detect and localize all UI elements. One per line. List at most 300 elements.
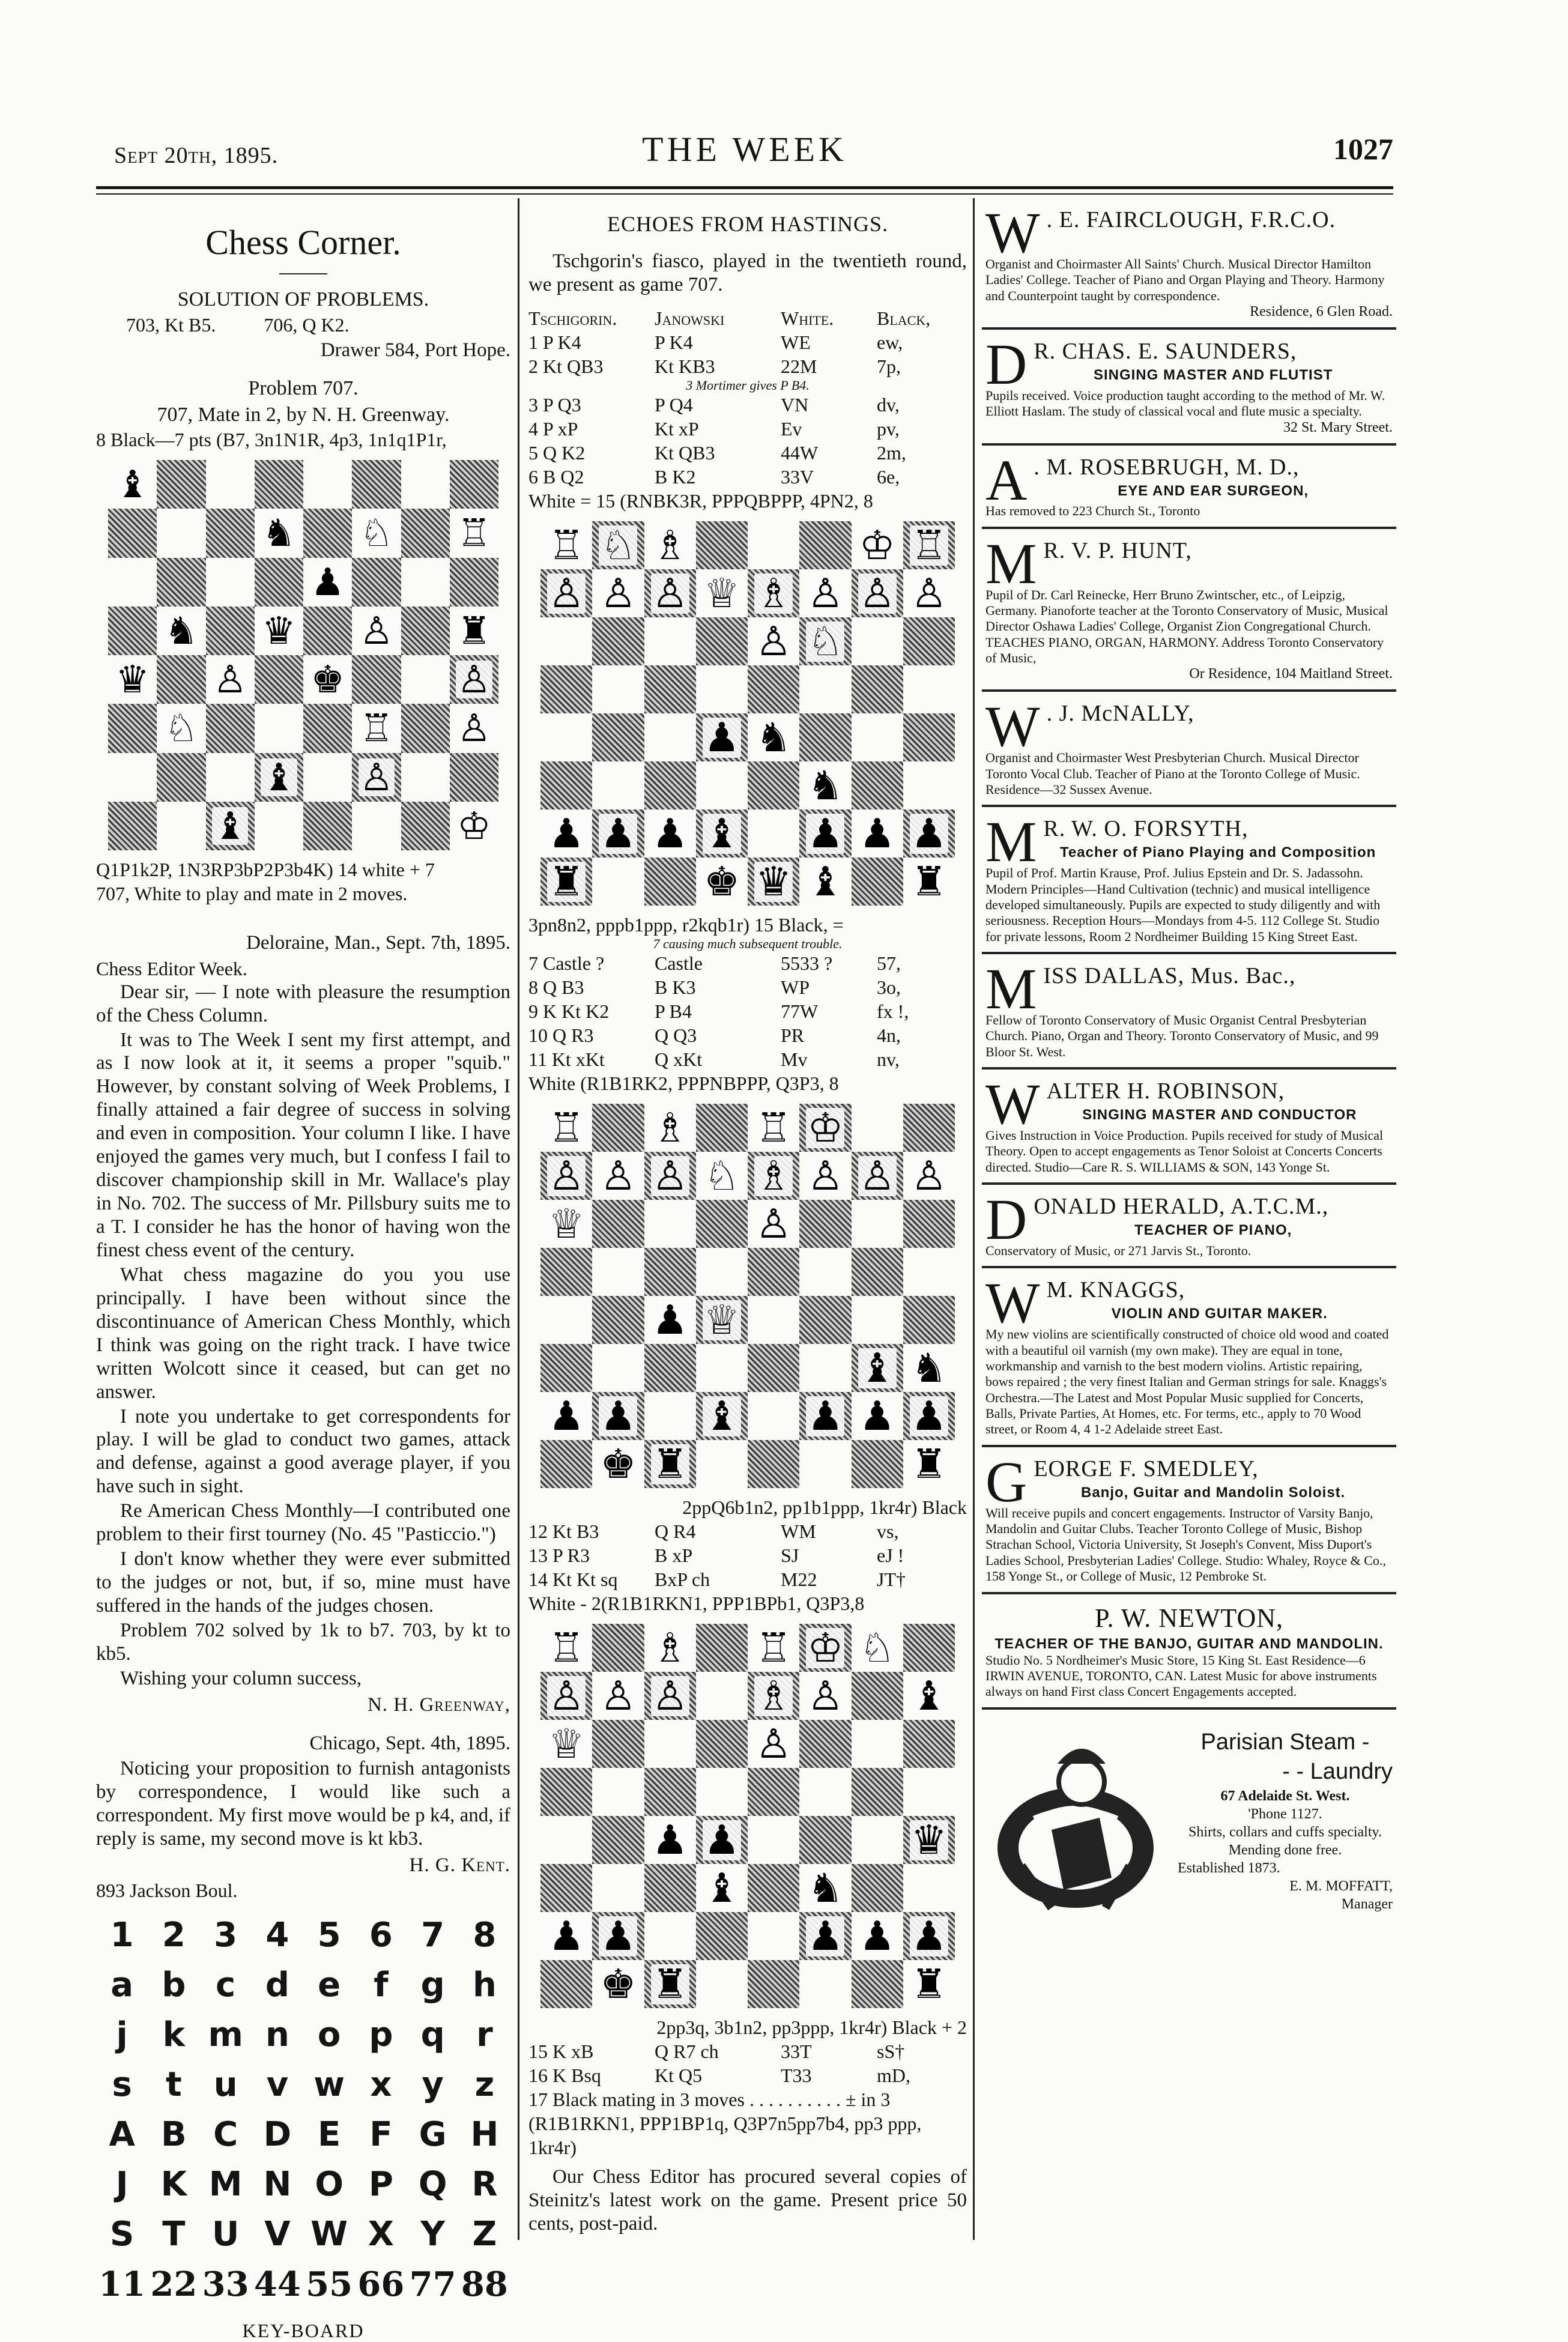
board-square: [852, 1720, 903, 1768]
laundry-role: Manager: [1341, 1896, 1393, 1912]
board-square: [644, 569, 696, 617]
card-name-text: . J. McNALLY,: [1046, 701, 1194, 727]
black-knight-icon: ♞: [807, 761, 844, 809]
keyboard-cell: G: [419, 2115, 447, 2155]
black-bishop-icon: ♝: [213, 803, 247, 848]
black-code: 3o,: [877, 976, 901, 999]
black-move: Q Q3: [655, 1024, 697, 1047]
black-rook-icon: ♜: [652, 1960, 688, 2008]
board-square: [450, 607, 498, 655]
white-move: 4 P xP: [528, 418, 578, 440]
keyboard-cell: p: [369, 2015, 393, 2055]
keyboard-cell: 4: [265, 1916, 289, 1955]
letter2-signature: H. G. Kent.: [409, 1854, 510, 1876]
hastings-column: [528, 198, 967, 2240]
move-row: [528, 975, 967, 999]
board-square: [108, 704, 157, 752]
board-square: [540, 665, 592, 713]
card-text: My new violins are scientifically constructed of choice old wood and coated with a beautiful oil varnish (my own make). They are equal in tone, workmanship and varnish to the best modern violins. Artistic repairing, bows repaired ; the very finest Italian and German strings for sale. Knaggs's Orchestra.—The Latest and Most Popular Music supplied for Concerts, Balls, Private Parties, At Homes, etc. For terms, etc., apply to 70 Wood street, or Room 4, 4 1-2 Adelaide street East.: [985, 1327, 1389, 1437]
board-square: [799, 1296, 851, 1344]
white-queen-icon: ♕: [703, 569, 740, 617]
board-square: [696, 1104, 748, 1152]
board-square: [644, 1392, 696, 1440]
board-square: [206, 704, 255, 752]
black-pawn-icon: ♟: [910, 809, 947, 857]
board-square: [450, 509, 498, 557]
keyboard-cell: x: [370, 2065, 392, 2105]
board-square: [303, 802, 352, 850]
card-text: Fellow of Toronto Conservatory of Music Organist Central Presbyterian Church. Piano, Organ and Theory. Toronto Conservatory of Music, and 99 Bloor St. West.: [985, 1012, 1379, 1059]
keyboard-cell: 3: [214, 1916, 238, 1955]
white-pawn-icon: ♙: [755, 617, 792, 665]
laundry-advertisement: [982, 1707, 1396, 1933]
board-square: [903, 617, 955, 665]
board-square: [903, 858, 955, 906]
problem-instructions: 707, White to play and mate in 2 moves.: [96, 883, 408, 905]
board-square: [540, 1816, 592, 1864]
white-rook-icon: ♖: [755, 1624, 792, 1671]
board-square: [748, 521, 799, 569]
board-square: [540, 617, 592, 665]
board-square: [401, 558, 450, 607]
keyboard-cell: s: [112, 2065, 132, 2105]
black-king-icon: ♚: [600, 1440, 637, 1487]
board-square: [644, 617, 696, 665]
board-square: [303, 509, 352, 557]
position-3-black: 2pp3q, 3b1n2, pp3ppp, 1kr4r) Black + 2: [656, 2017, 967, 2039]
board-square: [352, 802, 401, 850]
drop-initial: G: [985, 1449, 1028, 1514]
black-knight-icon: ♞: [262, 511, 296, 555]
move-row: [528, 2063, 967, 2087]
board-square: [748, 713, 799, 761]
board-square: [852, 521, 903, 569]
white-pawn-icon: ♙: [859, 1152, 895, 1199]
move-row: [528, 1567, 967, 1591]
board-square: [799, 569, 851, 617]
white-bishop-icon: ♗: [652, 521, 688, 569]
page-header: [96, 129, 1393, 177]
white-rook-icon: ♖: [755, 1104, 792, 1151]
board-square: [852, 569, 903, 617]
white-code: 33T: [781, 2041, 812, 2063]
board-square: [696, 1344, 748, 1392]
drop-initial: M: [985, 957, 1038, 1021]
white-rook-icon: ♖: [359, 706, 394, 751]
board-square: [540, 1672, 592, 1720]
board-square: [852, 809, 903, 858]
final-position: (R1B1RKN1, PPP1BP1q, Q3P7n5pp7b4, pp3 ppp, 1kr4r): [528, 2113, 922, 2159]
drop-initial: D: [985, 1187, 1028, 1252]
laundry-title-1: Parisian Steam -: [1200, 1729, 1370, 1755]
board-square: [903, 1152, 955, 1200]
white-move: 6 B Q2: [528, 466, 584, 488]
keyboard-cell: 2: [162, 1916, 186, 1955]
board-square: [401, 460, 450, 509]
board-square: [852, 665, 903, 713]
board-square: [540, 569, 592, 617]
board-square: [644, 1296, 696, 1344]
drop-initial: D: [985, 331, 1028, 396]
board-square: [255, 460, 303, 509]
card-address: 32 St. Mary Street.: [1283, 419, 1393, 435]
position-1-black: 3pn8n2, pppb1ppp, r2kqb1r) 15 Black, =: [528, 914, 844, 936]
board-square: [644, 1960, 696, 2008]
letter1-paragraph: I don't know whether they were ever submitted to the judges or not, but, if so, mine must have suffered in the hands of the judges chosen.: [96, 1548, 510, 1617]
board-square: [540, 1960, 592, 2008]
board-square: [644, 1672, 696, 1720]
chess-corner-column: [96, 198, 510, 2342]
board-square: [903, 1344, 955, 1392]
white-pawn-icon: ♙: [548, 1152, 585, 1199]
header-black-code: Black,: [877, 307, 931, 329]
board-square: [303, 558, 352, 607]
board-square: [352, 509, 401, 557]
position-3-white: White - 2(R1B1RKN1, PPP1BPb1, Q3P3,8: [528, 1593, 865, 1615]
white-pawn-icon: ♙: [807, 569, 844, 617]
board-square: [592, 1816, 644, 1864]
board-square: [592, 761, 644, 809]
black-move: Kt xP: [655, 418, 699, 440]
white-pawn-icon: ♙: [600, 1672, 637, 1719]
black-bishop-icon: ♝: [703, 809, 740, 857]
board-square: [157, 460, 205, 509]
board-square: [540, 1392, 592, 1440]
board-square: [903, 1104, 955, 1152]
board-square: [108, 460, 157, 509]
board-square: [540, 1344, 592, 1392]
board-square: [852, 617, 903, 665]
board-square: [799, 1152, 851, 1200]
keyboard-cell: u: [213, 2065, 238, 2105]
black-rook-icon: ♜: [548, 858, 585, 905]
keyboard-cell: V: [264, 2215, 291, 2254]
board-square: [352, 655, 401, 704]
board-square: [540, 809, 592, 858]
white-move: 12 Kt B3: [528, 1520, 599, 1543]
keyboard-cell: t: [165, 2065, 182, 2105]
final-move: 17 Black mating in 3 moves . . . . . . . . . . ± in 3: [528, 2089, 891, 2111]
move-row: [528, 354, 967, 378]
board-square: [852, 1912, 903, 1960]
chess-keyboard-grid: [96, 1916, 510, 2304]
board-square: [799, 809, 851, 858]
board-square: [696, 1864, 748, 1912]
header-white-player: Tschigorin.: [528, 307, 617, 329]
board-square: [903, 1720, 955, 1768]
board-square: [696, 1440, 748, 1488]
board-square: [303, 607, 352, 655]
black-knight-icon: ♞: [755, 713, 792, 761]
white-knight-icon: ♘: [359, 511, 394, 555]
move-row: [528, 2039, 967, 2063]
board-square: [401, 753, 450, 802]
white-king-icon: ♔: [457, 803, 491, 848]
board-square: [748, 1104, 799, 1152]
keyboard-cell: W: [310, 2215, 348, 2254]
drop-initial: W: [985, 694, 1041, 759]
board-square: [352, 607, 401, 655]
board-square: [352, 753, 401, 802]
move-note-7: 7 causing much subsequent trouble.: [653, 936, 843, 952]
professional-card: [982, 805, 1396, 952]
keyboard-cell: c: [216, 1965, 236, 2005]
board-square: [799, 665, 851, 713]
black-pawn-icon: ♟: [910, 1392, 947, 1439]
black-code: JT†: [877, 1569, 906, 1591]
board-square: [303, 655, 352, 704]
steinitz-notice: [528, 2165, 967, 2236]
board-square: [903, 1960, 955, 2008]
drop-initial: A: [985, 447, 1028, 512]
letter2-paragraph: Noticing your proposition to furnish antagonists by correspondence, I would like such a correspondent. My first move would be p k4, and, if reply is same, my second move is kt kb3.: [96, 1757, 510, 1850]
black-move: B xP: [655, 1545, 693, 1567]
professional-card: [982, 327, 1396, 443]
board-square: [592, 1104, 644, 1152]
card-text: Gives Instruction in Voice Production. Pupils received for study of Musical Theory. Open to accept engagements as Tenor Soloist at Concerts Concerts directed. Studio—Care R. S. WILLIAMS & SON, 143 Yonge St.: [985, 1127, 1384, 1175]
board-square: [748, 1200, 799, 1248]
keyboard-cell: d: [265, 1965, 289, 2005]
move-row: [528, 999, 967, 1023]
letter1-paragraph: Problem 702 solved by 1k to b7. 703, by kt to kb5.: [96, 1619, 510, 1665]
keyboard-cell: N: [263, 2165, 292, 2204]
board-square: [748, 761, 799, 809]
keyboard-cell: D: [263, 2115, 292, 2155]
white-code: 22M: [781, 355, 817, 377]
black-knight-icon: ♞: [910, 1344, 947, 1391]
board-square: [303, 704, 352, 752]
card-name-text: M. KNAGGS,: [1046, 1277, 1185, 1303]
header-rule-thick: [96, 186, 1393, 189]
header-rule-thin: [96, 193, 1393, 195]
black-code: 6e,: [877, 466, 900, 488]
board-square: [748, 1152, 799, 1200]
black-code: sS†: [877, 2041, 905, 2063]
board-square: [852, 1152, 903, 1200]
black-pawn-icon: ♟: [548, 1392, 585, 1439]
board-square: [903, 1624, 955, 1672]
letter1-salutation: Chess Editor Week.: [96, 957, 247, 979]
black-move: Castle: [655, 952, 703, 975]
keyboard-cell: n: [265, 2015, 289, 2055]
board-square: [450, 655, 498, 704]
board-square: [206, 460, 255, 509]
card-name-text: EORGE F. SMEDLEY,: [1034, 1456, 1259, 1481]
keyboard-cell: q: [420, 2015, 445, 2055]
white-move: 8 Q B3: [528, 976, 584, 999]
board-square: [540, 1768, 592, 1816]
board-square: [696, 1392, 748, 1440]
black-move: B K2: [655, 466, 696, 488]
board-square: [852, 1672, 903, 1720]
black-bishop-icon: ♝: [703, 1864, 740, 1911]
board-square: [696, 1152, 748, 1200]
white-knight-icon: ♘: [807, 617, 844, 665]
board-square: [108, 655, 157, 704]
position-2-black: 2ppQ6b1n2, pp1b1ppp, 1kr4r) Black: [682, 1496, 967, 1519]
moves-table-1: [528, 330, 967, 489]
board-square: [799, 1864, 851, 1912]
board-square: [799, 1248, 851, 1296]
board-square: [401, 655, 450, 704]
board-square: [799, 1104, 851, 1152]
black-king-icon: ♚: [703, 858, 740, 905]
white-code: PR: [781, 1024, 805, 1047]
solution-heading: SOLUTION OF PROBLEMS.: [177, 288, 429, 310]
keyboard-cell: 33: [202, 2265, 249, 2305]
white-code: WM: [781, 1520, 816, 1543]
hastings-intro-text: Tschgorin's fiasco, played in the twentieth round, we present as game 707.: [528, 250, 967, 296]
move-row: [528, 951, 967, 975]
board-square: [352, 460, 401, 509]
white-move: 15 K xB: [528, 2041, 594, 2063]
black-code: ew,: [877, 331, 903, 353]
black-queen-icon: ♛: [910, 1816, 947, 1863]
board-square: [592, 1392, 644, 1440]
black-queen-icon: ♛: [755, 858, 792, 905]
black-pawn-icon: ♟: [600, 809, 637, 857]
board-square: [696, 521, 748, 569]
board-square: [401, 704, 450, 752]
hastings-intro: [528, 250, 967, 297]
white-pawn-icon: ♙: [548, 569, 585, 617]
white-pawn-icon: ♙: [359, 755, 394, 799]
laundry-title-2: - - Laundry: [1282, 1759, 1393, 1785]
black-code: 7p,: [877, 355, 901, 377]
keyboard-cell: b: [162, 1965, 186, 2005]
board-square: [644, 1248, 696, 1296]
board-square: [540, 1720, 592, 1768]
board-square: [748, 1392, 799, 1440]
board-square: [401, 509, 450, 557]
card-name: [985, 531, 1393, 596]
board-square: [592, 1768, 644, 1816]
card-address: Or Residence, 104 Maitland Street.: [1189, 666, 1393, 682]
black-pawn-icon: ♟: [910, 1912, 947, 1959]
card-subtitle: Teacher of Piano Playing and Composition: [1060, 844, 1376, 861]
black-move: P B4: [655, 1000, 692, 1023]
white-pawn-icon: ♙: [859, 569, 895, 617]
board-square: [799, 617, 851, 665]
card-text: Will receive pupils and concert engagements. Instructor of Varsity Banjo, Mandolin and Guitar Clubs. Teacher Toronto College of Music, Bishop Strachan School, Victoria University, St Joseph's Convent, Miss Duport's Ladies School, Presbyterian Ladies' College. Studio: Whaley, Royce & Co., 158 Yonge St., or College of Music, 12 Pembroke St.: [985, 1505, 1386, 1584]
board-square: [255, 704, 303, 752]
move-row: [528, 393, 967, 417]
board-square: [799, 1200, 851, 1248]
board-square: [748, 1672, 799, 1720]
card-text: Studio No. 5 Nordheimer's Music Store, 15 King St. East Residence—6 IRWIN AVENUE, TORONTO, CAN. Latest Music for above instruments always on hand First class Concert Engagements accepted.: [985, 1652, 1377, 1699]
board-square: [592, 521, 644, 569]
board-square: [255, 802, 303, 850]
board-square: [644, 858, 696, 906]
board-square: [450, 558, 498, 607]
board-square: [592, 617, 644, 665]
black-move: Kt QB3: [655, 442, 715, 464]
keyboard-cell: 8: [473, 1916, 497, 1955]
keyboard-cell: 7: [421, 1916, 445, 1955]
card-subtitle: EYE AND EAR SURGEON,: [1118, 482, 1309, 499]
drop-initial: W: [985, 1072, 1041, 1137]
white-queen-icon: ♕: [548, 1720, 585, 1767]
letter1-paragraph: It was to The Week I sent my first attempt, and as I now look at it, it seems a proper "squib." However, by constant solving of Week Problems, I finally attained a fair degree of success in solving and even in composition. Your column I like. I have enjoyed the games very much, but I confess I fail to discover championship skill in Mr. Wallace's play in No. 702. The success of Mr. Pillsbury suits me to a T. I consider he has the honor of having won the finest chess event of the century.: [96, 1029, 510, 1261]
keyboard-cell: r: [476, 2015, 493, 2055]
keyboard-cell: B: [161, 2115, 187, 2155]
board-square: [540, 1440, 592, 1488]
black-pawn-icon: ♟: [807, 809, 844, 857]
problem-byline: 707, Mate in 2, by N. H. Greenway.: [157, 403, 450, 426]
white-rook-icon: ♖: [548, 521, 585, 569]
board-square: [255, 607, 303, 655]
board-square: [696, 1672, 748, 1720]
black-move: B K3: [655, 976, 696, 999]
board-square: [540, 761, 592, 809]
card-text: Organist and Choirmaster West Presbyterian Church. Musical Director Toronto Vocal Club. Teacher of Piano at the Toronto College of Music. Residence—32 Sussex Avenue.: [985, 750, 1360, 797]
board-square: [540, 713, 592, 761]
board-square: [592, 1248, 644, 1296]
black-knight-icon: ♞: [807, 1864, 844, 1911]
board-square: [696, 809, 748, 858]
board-square: [644, 1768, 696, 1816]
board-square: [696, 761, 748, 809]
letter1-paragraph: Dear sir, — I note with pleasure the resumption of the Chess Column.: [96, 981, 510, 1026]
black-bishop-icon: ♝: [807, 858, 844, 905]
black-rook-icon: ♜: [910, 1440, 947, 1487]
card-text: Pupil of Dr. Carl Reinecke, Herr Bruno Zwintscher, etc., of Leipzig, Germany. Pianoforte teacher at the Toronto Conservatory of Music, Musical Director Oshawa Ladies' College, Organist Zion Congregational Church. TEACHES PIANO, ORGAN, HARMONY. Address Toronto Conservatory of Music,: [985, 587, 1388, 666]
board-square: [540, 521, 592, 569]
problem-heading: Problem 707.: [248, 377, 359, 400]
black-pawn-icon: ♟: [652, 809, 688, 857]
letter1-signature: N. H. Greenway,: [367, 1693, 510, 1716]
chess-corner-title: Chess Corner.: [205, 223, 401, 262]
board-square: [206, 655, 255, 704]
card-name-text: R. V. P. HUNT,: [1043, 537, 1192, 563]
board-square: [799, 761, 851, 809]
board-square: [696, 1248, 748, 1296]
professional-cards: [982, 198, 1396, 1707]
white-knight-icon: ♘: [164, 706, 199, 751]
white-knight-icon: ♘: [859, 1624, 895, 1671]
letter2-dateline: Chicago, Sept. 4th, 1895.: [309, 1732, 510, 1755]
board-square: [852, 1296, 903, 1344]
board-square: [852, 1200, 903, 1248]
publication-title: THE WEEK: [642, 130, 847, 169]
board-square: [799, 1768, 851, 1816]
card-subtitle: SINGING MASTER AND FLUTIST: [1093, 366, 1333, 383]
title-rule: [279, 273, 327, 274]
white-king-icon: ♔: [807, 1104, 844, 1151]
keyboard-cell: S: [109, 2215, 135, 2254]
white-code: SJ: [781, 1545, 799, 1567]
board-square: [540, 1152, 592, 1200]
board-square: [352, 704, 401, 752]
black-pawn-icon: ♟: [859, 1912, 895, 1959]
white-rook-icon: ♖: [457, 511, 491, 555]
white-move: 13 P R3: [528, 1545, 590, 1567]
advertisements-column: [982, 198, 1396, 2240]
board-square: [644, 809, 696, 858]
keyboard-cell: 88: [461, 2265, 508, 2305]
keyboard-cell: y: [422, 2065, 444, 2105]
board-square: [540, 1912, 592, 1960]
white-move: 11 Kt xKt: [528, 1048, 605, 1071]
board-square: [903, 713, 955, 761]
white-bishop-icon: ♗: [755, 1152, 792, 1199]
board-square: [799, 1912, 851, 1960]
white-pawn-icon: ♙: [755, 1200, 792, 1247]
board-square: [748, 858, 799, 906]
black-pawn-icon: ♟: [703, 1816, 740, 1863]
board-square: [852, 1104, 903, 1152]
white-pawn-icon: ♙: [910, 569, 947, 617]
